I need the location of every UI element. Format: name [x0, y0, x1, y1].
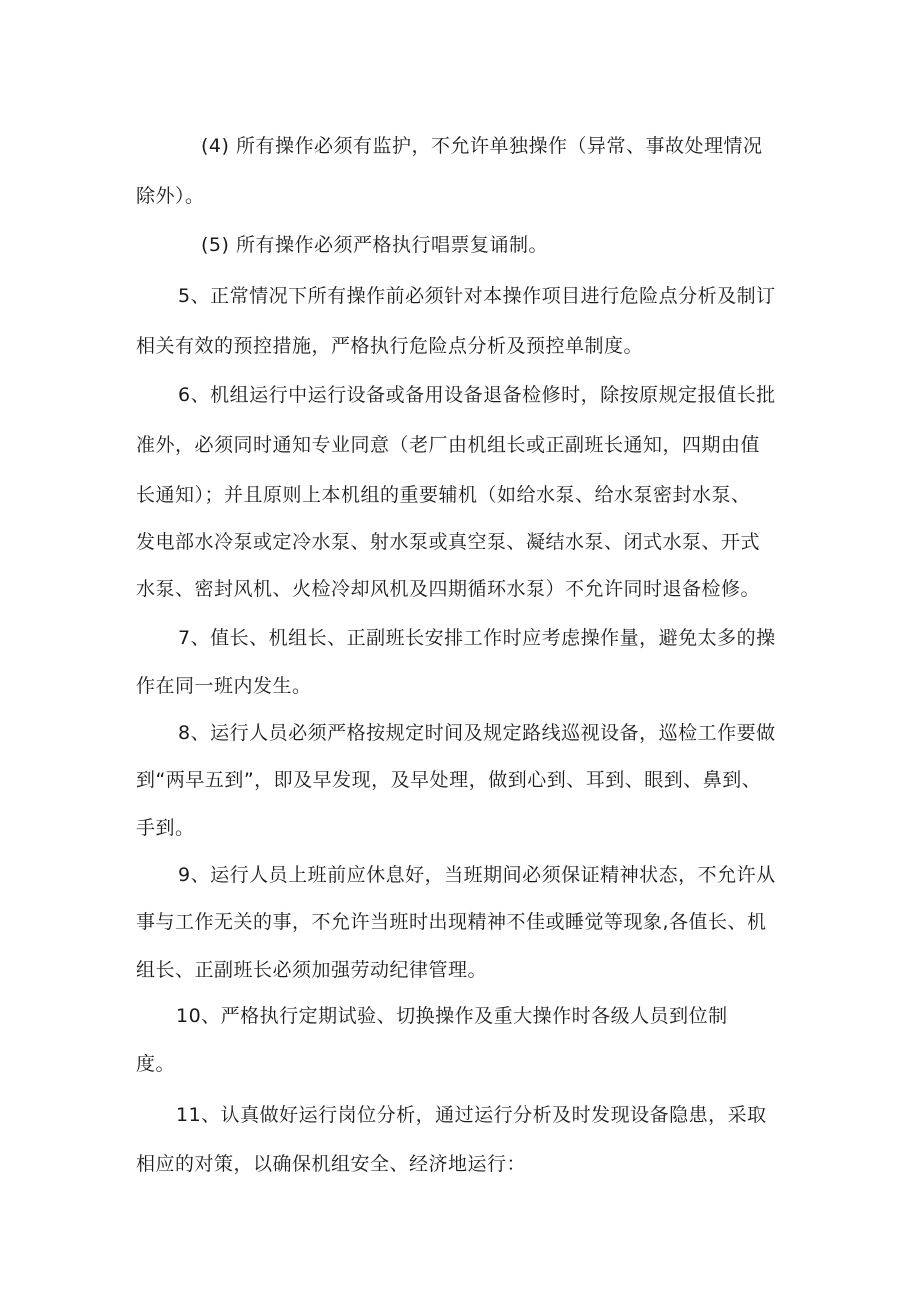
paragraph-line: 到“两早五到”，即及早发现，及早处理，做到心到、耳到、眼到、鼻到、 — [136, 769, 762, 791]
paragraph-line: 事与工作无关的事，不允许当班时出现精神不佳或睡觉等现象,各值长、机 — [136, 911, 767, 933]
paragraph-line: 7、值长、机组长、正副班长安排工作时应考虑操作量，避免太多的操 — [178, 627, 776, 649]
paragraph-line: 除外）。 — [136, 185, 205, 207]
paragraph-line: 手到。 — [136, 817, 195, 839]
paragraph-line: 发电部水冷泵或定冷水泵、射水泵或真空泵、凝结水泵、闭式水泵、开式 — [136, 531, 761, 553]
paragraph-line: 8、运行人员必须严格按规定时间及规定路线巡视设备，巡检工作要做 — [178, 722, 776, 744]
paragraph-line: 作在同一班内发生。 — [136, 675, 312, 697]
paragraph-line: 9、运行人员上班前应休息好，当班期间必须保证精神状态，不允许从 — [178, 864, 776, 886]
paragraph-line: 准外，必须同时通知专业同意（老厂由机组长或正副班长通知，四期由值 — [136, 434, 761, 456]
paragraph-line: 10、严格执行定期试验、切换操作及重大操作时各级人员到位制 — [176, 1005, 728, 1027]
paragraph-line: 度。 — [136, 1053, 176, 1075]
paragraph-line: 长通知）；并且原则上本机组的重要辅机（如给水泵、给水泵密封水泵、 — [136, 484, 751, 506]
paragraph-line: 11、认真做好运行岗位分析，通过运行分析及时发现设备隐患，采取 — [176, 1104, 767, 1126]
paragraph-line: 相应的对策，以确保机组安全、经济地运行： — [136, 1153, 527, 1175]
paragraph-line: 相关有效的预控措施，严格执行危险点分析及预控单制度。 — [136, 335, 644, 357]
paragraph-line: (5) 所有操作必须严格执行唱票复诵制。 — [201, 234, 548, 256]
paragraph-line: 水泵、密封风机、火检冷却风机及四期循环水泵）不允许同时退备检修。 — [136, 578, 761, 600]
paragraph-line: (4) 所有操作必须有监护，不允许单独操作（异常、事故处理情况 — [201, 135, 763, 157]
paragraph-line: 组长、正副班长必须加强劳动纪律管理。 — [136, 959, 488, 981]
paragraph-line: 6、机组运行中运行设备或备用设备退备检修时，除按原规定报值长批 — [178, 384, 776, 406]
paragraph-line: 5、正常情况下所有操作前必须针对本操作项目进行危险点分析及制订 — [178, 285, 776, 307]
